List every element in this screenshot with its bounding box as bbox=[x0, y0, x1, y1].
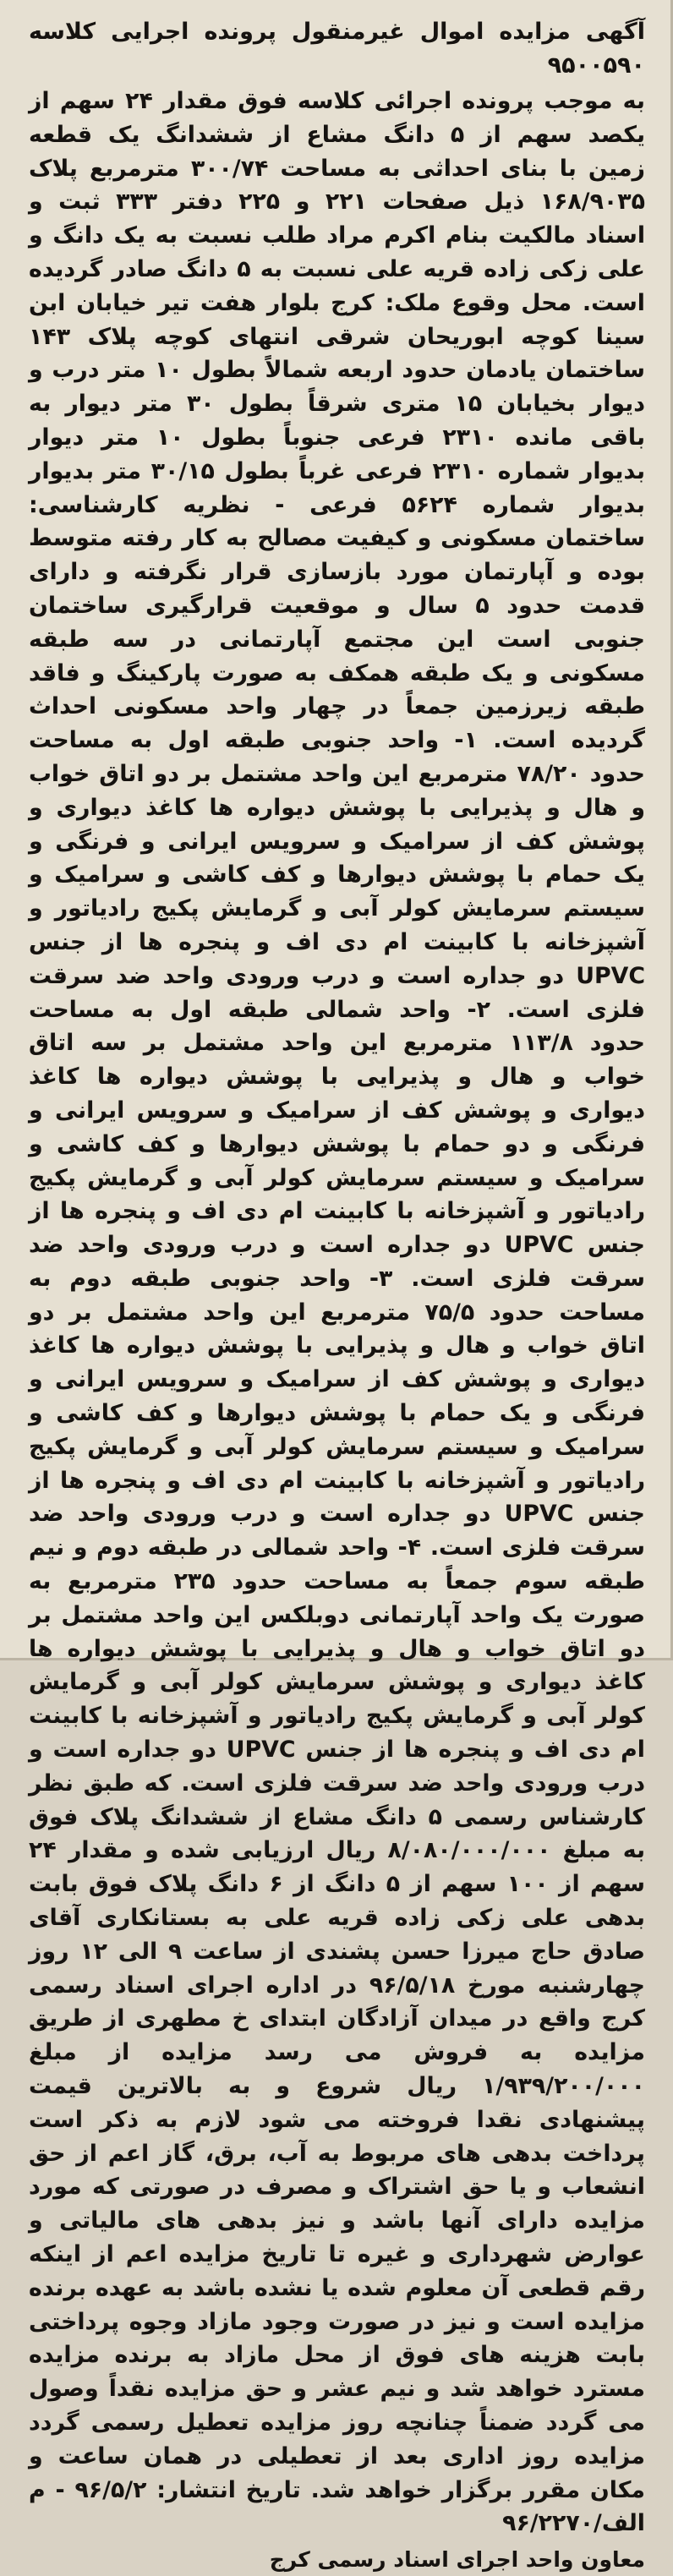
notice-title: آگهی مزایده اموال غیرمنقول پرونده اجرایی کلاسه ۹۵۰۰۵۹۰ bbox=[29, 19, 645, 79]
notice-body: به موجب پرونده اجرائی کلاسه فوق مقدار ۲۴ سهم از یکصد سهم از ۵ دانگ مشاع از ششدانگ یک قطعه زمین با بنای احداثی به مساحت ۳۰۰/۷۴ مترمربع پلاک ۱۶۸/۹۰۳۵ ذیل صفحات ۲۲۱ و ۲۲۵ دفتر ۳۳۳ ثبت و اسناد مالکیت بنام اکرم مراد طلب نسبت به یک دانگ و علی زکی زاده قریه علی نسبت به ۵ دانگ صادر گردیده است. محل وقوع ملک: کرج بلوار هفت تیر خیابان ابن سینا کوچه ابوریحان شرقی انتهای کوچه پلاک ۱۴۳ ساختمان یادمان حدود اربعه شمالاً بطول ۱۰ متر درب و دیوار بخیابان ۱۵ متری شرقاً بطول ۳۰ متر دیوار به باقی مانده ۲۳۱۰ فرعی جنوباً بطول ۱۰ متر دیوار بدیوار شماره ۲۳۱۰ فرعی غرباً بطول ۳۰/۱۵ متر بدیوار بدیوار شماره ۵۶۲۴ فرعی - نظریه کارشناسی: ساختمان مسکونی و کیفیت مصالح به کار رفته متوسط بوده و آپارتمان مورد بازسازی قرار نگرفته و دارای قدمت حدود ۵ سال و موقعیت قرارگیری ساختمان جنوبی است این مجتمع آپارتمانی در سه طبقه مسکونی و یک طبقه همکف به صورت پارکینگ و فاقد طبقه زیرزمین جمعاً در چهار واحد مسکونی احداث گردیده است. ۱- واحد جنوبی طبقه اول به مساحت حدود ۷۸/۲۰ مترمربع این واحد مشتمل بر دو اتاق خواب و هال و پذیرایی با پوشش دیواره ها کاغذ دیواری و پوشش کف از سرامیک و سرویس ایرانی و فرنگی و یک حمام با پوشش دیوارها و کف کاشی و سرامیک و سیستم سرمایش کولر آبی و گرمایش پکیج رادیاتور و آشپزخانه با کابینت ام دی اف و پنجره ها از جنس UPVC دو جداره است و درب ورودی واحد ضد سرقت فلزی است. ۲- واحد شمالی طبقه اول به مساحت حدود ۱۱۳/۸ مترمربع این واحد مشتمل بر سه اتاق خواب و هال و پذیرایی با پوشش دیواره ها کاغذ دیواری و پوشش کف از سرامیک و سرویس ایرانی و فرنگی و دو حمام با پوشش دیوارها و کف کاشی و سرامیک و سیستم سرمایش کولر آبی و گرمایش پکیج رادیاتور و آشپزخانه با کابینت ام دی اف و پنجره ها از جنس UPVC دو جداره است و درب ورودی واحد ضد سرقت فلزی است. ۳- واحد جنوبی طبقه دوم به مساحت حدود ۷۵/۵ مترمربع این واحد مشتمل بر دو اتاق خواب و هال و پذیرایی با پوشش دیواره ها کاغذ دیواری و پوشش کف از سرامیک و سرویس ایرانی و فرنگی و یک حمام با پوشش دیوارها و کف کاشی و سرامیک و سیستم سرمایش کولر آبی و گرمایش پکیج رادیاتور و آشپزخانه با کابینت ام دی اف و پنجره ها از جنس UPVC دو جداره است و درب ورودی واحد ضد سرقت فلزی است. ۴- واحد شمالی در طبقه دوم و نیم طبقه سوم جمعاً به مساحت حدود ۲۳۵ مترمربع به صورت یک واحد آپارتمانی دوبلکس این واحد مشتمل بر دو اتاق خواب و هال و پذیرایی با پوشش دیواره ها کاغذ دیواری و پوشش سرمایش کولر آبی و گرمایش کولر آبی و گرمایش پکیج رادیاتور و آشپزخانه با کابینت ام دی اف و پنجره ها از جنس UPVC دو جداره است و درب ورودی واحد ضد سرقت فلزی است. که طبق نظر کارشناس رسمی ۵ دانگ مشاع از ششدانگ پلاک فوق به مبلغ ۸/۰۸۰/۰۰۰/۰۰۰ ریال ارزیابی شده و مقدار ۲۴ سهم از ۱۰۰ سهم از ۵ دانگ از ۶ دانگ پلاک فوق بابت بدهی علی زکی زاده قریه علی به بستانکاری آقای صادق حاج میرزا حسن پشندی از ساعت ۹ الی ۱۲ روز چهارشنبه مورخ ۹۶/۵/۱۸ در اداره اجرای اسناد رسمی کرج واقع در میدان آزادگان ابتدای خ مطهری از طریق مزایده به فروش می رسد مزایده از مبلغ ۱/۹۳۹/۲۰۰/۰۰۰ ریال شروع و به بالاترین قیمت پیشنهادی نقدا فروخته می شود لازم به ذکر است پرداخت بدهی های مربوط به آب، برق، گاز اعم از حق انشعاب و یا حق اشتراک و مصرف در صورتی که مورد مزایده دارای آنها باشد و نیز بدهی های مالیاتی و عوارض شهرداری و غیره تا تاریخ مزایده اعم از اینکه رقم قطعی آن معلوم شده یا نشده باشد به عهده برنده مزایده است و نیز در صورت وجود مازاد وجوه پرداختی بابت هزینه های فوق از محل مازاد به برنده مزایده مسترد خواهد شد و نیم عشر و حق مزایده نقداً وصول می گردد ضمناً چنانچه روز مزایده تعطیل رسمی گردد مزایده روز اداری بعد از تعطیلی در همان ساعت و مکان مقرر برگزار خواهد شد. تاریخ انتشار: ۹۶/۵/۲ - م الف/۹۶/۲۲۷۰ bbox=[29, 88, 646, 2537]
notice-signature: معاون واحد اجرای اسناد رسمی کرج bbox=[269, 2547, 645, 2573]
